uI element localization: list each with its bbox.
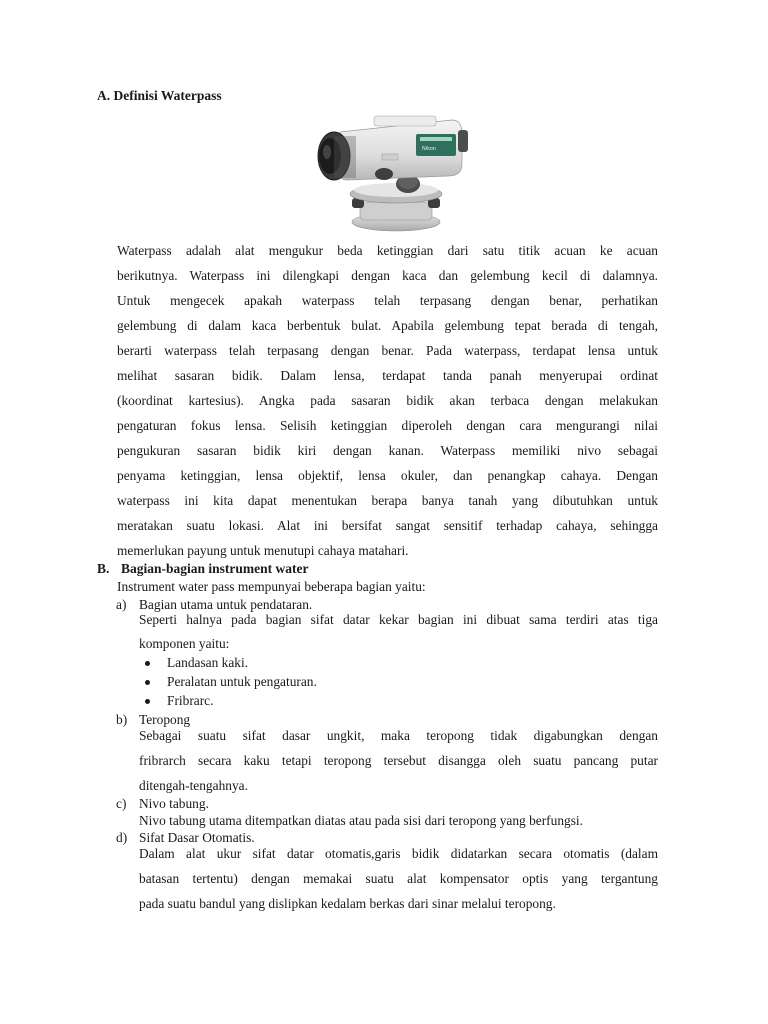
bullet-icon: [145, 699, 150, 704]
section-b-heading: Bagian-bagian instrument water: [121, 561, 309, 576]
paragraph-line: melihat sasaran bidik. Dalam lensa, terdapat tanda panah menyerupai ordinat: [117, 368, 658, 383]
paragraph-line: waterpass ini kita dapat menentukan berapa banya tanah yang dibutuhkan untuk: [117, 493, 658, 508]
item-d-title: Sifat Dasar Otomatis.: [139, 830, 255, 845]
paragraph-line: penyama ketinggian, lensa objektif, lensa okuler, dan penangkap cahaya. Dengan: [117, 468, 658, 483]
paragraph-line: (koordinat kartesius). Angka pada sasaran bidik akan terbaca dengan melakukan: [117, 393, 658, 408]
paragraph-line: gelembung di dalam kaca berbentuk bulat. Apabila gelembung tepat berada di tengah,: [117, 318, 658, 333]
bullet-item: Peralatan untuk pengaturan.: [167, 674, 317, 689]
paragraph-line: pengukuran sasaran bidik kiri dengan kanan. Waterpass memiliki nivo sebagai: [117, 443, 658, 458]
bullet-item: Landasan kaki.: [167, 655, 249, 670]
paragraph-line: pengaturan fokus lensa. Selisih ketinggian diperoleh dengan cara mengurangi nilai: [117, 418, 658, 433]
section-b-marker: B.: [97, 561, 110, 576]
paragraph-line: berikutnya. Waterpass ini dilengkapi dengan kaca dan gelembung kecil di dalamnya.: [117, 268, 658, 283]
item-b-title: Teropong: [139, 712, 191, 727]
item-d-marker: d): [116, 830, 128, 845]
paragraph-line: Waterpass adalah alat mengukur beda ketinggian dari satu titik acuan ke acuan: [117, 243, 658, 258]
item-c-desc: Nivo tabung utama ditempatkan diatas atau pada sisi dari teropong yang berfungsi.: [139, 813, 584, 828]
item-b-marker: b): [116, 712, 128, 727]
section-a-paragraph: [117, 238, 658, 563]
item-b-desc-line: Sebagai suatu sifat dasar ungkit, maka teropong tidak digabungkan dengan: [139, 728, 658, 743]
item-b-desc-line: ditengah-tengahnya.: [139, 778, 248, 793]
item-b-desc-line: fribrarch secara kaku tetapi teropong tersebut disangga oleh suatu pancang putar: [139, 753, 658, 768]
waterpass-instrument-image: [312, 104, 470, 234]
item-a-title: Bagian utama untuk pendataran.: [139, 597, 313, 612]
figure-brand-label: Nikon: [422, 146, 437, 152]
item-c-title: Nivo tabung.: [139, 796, 209, 811]
bullet-icon: [145, 661, 150, 666]
section-a-heading: A. Definisi Waterpass: [97, 88, 222, 103]
item-a-desc-line: komponen yaitu:: [139, 636, 230, 651]
bullet-item: Fribrarc.: [167, 693, 214, 708]
paragraph-line: berarti waterpass telah terpasang dengan benar. Pada waterpass, terdapat lensa untuk: [117, 343, 658, 358]
paragraph-line: Untuk mengecek apakah waterpass telah terpasang dengan benar, perhatikan: [117, 293, 658, 308]
paragraph-line: meratakan suatu lokasi. Alat ini bersifat sangat sensitif terhadap cahaya, sehingga: [117, 518, 658, 533]
section-b-intro: Instrument water pass mempunyai beberapa bagian yaitu:: [117, 579, 426, 594]
item-d-desc-line: batasan tertentu) dengan memakai suatu alat kompensator optis yang tergantung: [139, 871, 658, 886]
item-a-desc-line: Seperti halnya pada bagian sifat datar kekar bagian ini dibuat sama terdiri atas tiga: [139, 612, 658, 627]
bullet-icon: [145, 680, 150, 685]
item-d-desc-line: Dalam alat ukur sifat datar otomatis,garis bidik didatarkan secara otomatis (dalam: [139, 846, 658, 861]
item-d-desc-line: pada suatu bandul yang dislipkan kedalam berkas dari sinar melalui teropong.: [139, 896, 556, 911]
paragraph-line: memerlukan payung untuk menutupi cahaya matahari.: [117, 543, 409, 558]
item-c-marker: c): [116, 796, 127, 811]
item-a-marker: a): [116, 597, 127, 612]
